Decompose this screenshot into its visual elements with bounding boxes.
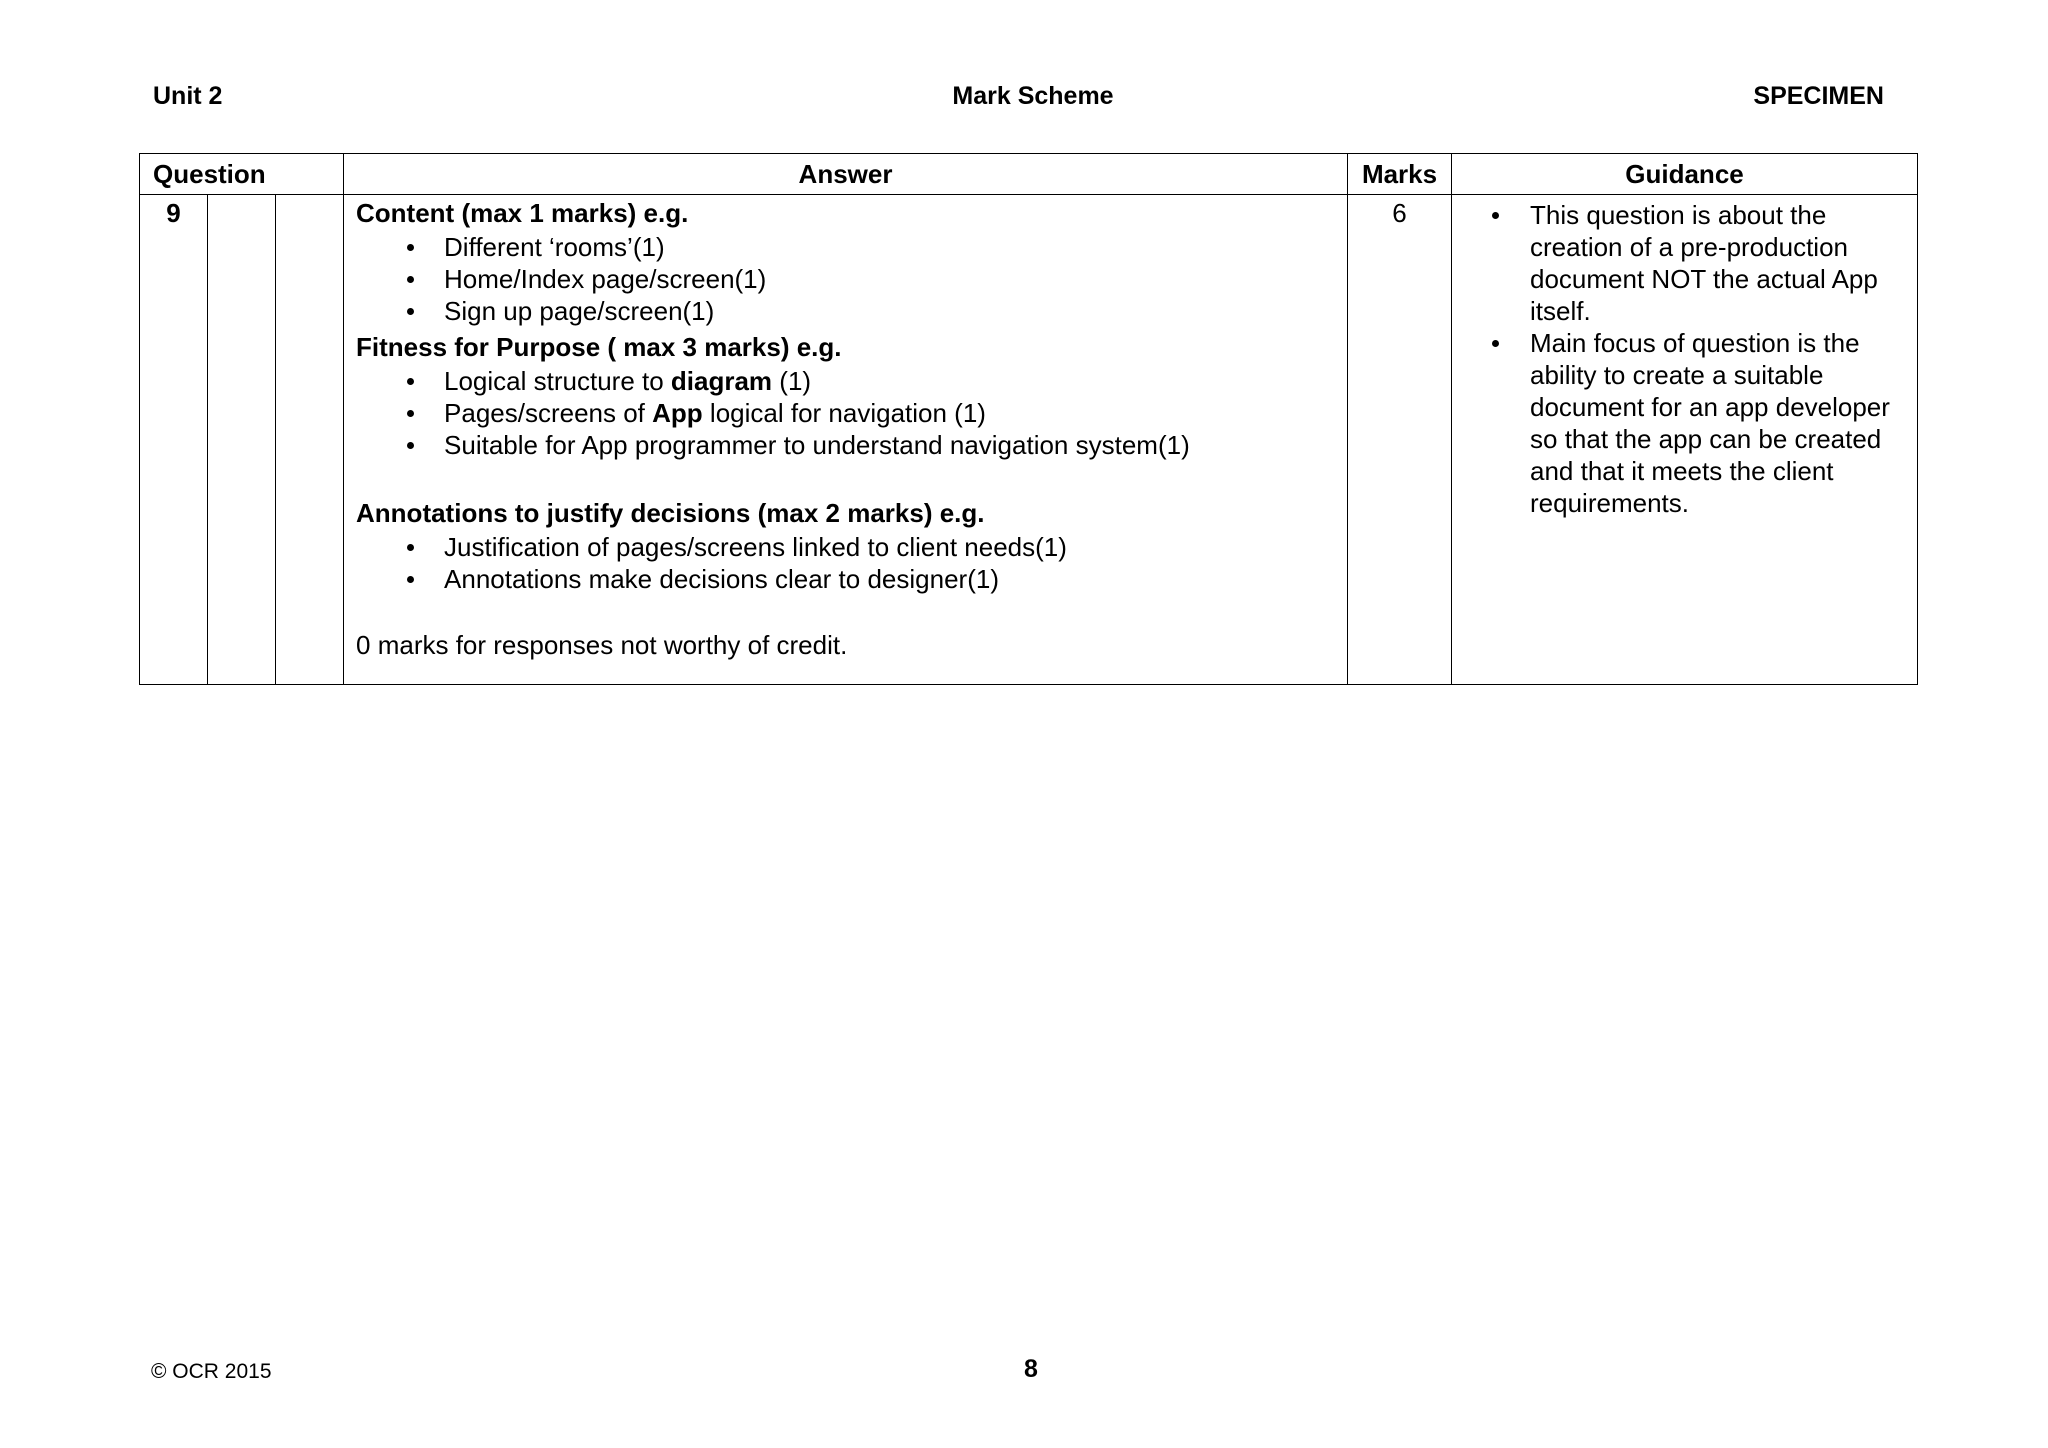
page-number: 8 bbox=[1024, 1355, 1038, 1383]
question-subsubpart-cell bbox=[276, 195, 344, 685]
content-list bbox=[356, 231, 1335, 327]
fitness-heading: Fitness for Purpose ( max 3 marks) e.g. bbox=[356, 332, 842, 362]
guidance-cell bbox=[1452, 195, 1918, 685]
list-item: Sign up page/screen(1) bbox=[444, 295, 1335, 327]
list-item: Different ‘rooms’(1) bbox=[444, 231, 1335, 263]
column-header-marks: Marks bbox=[1348, 154, 1452, 195]
marks-value: 6 bbox=[1348, 195, 1452, 685]
list-item: This question is about the creation of a pre-production document NOT the actual App itself. bbox=[1530, 199, 1905, 327]
list-item: Annotations make decisions clear to designer(1) bbox=[444, 563, 1335, 595]
table-header-row bbox=[140, 154, 1918, 195]
header-specimen: SPECIMEN bbox=[1753, 82, 1884, 110]
list-item: Justification of pages/screens linked to client needs(1) bbox=[444, 531, 1335, 563]
list-item: Pages/screens of App logical for navigation (1) bbox=[444, 397, 1335, 429]
list-item: Logical structure to diagram (1) bbox=[444, 365, 1335, 397]
table-row bbox=[140, 195, 1918, 685]
list-item: Suitable for App programmer to understand navigation system(1) bbox=[444, 429, 1335, 461]
answer-cell bbox=[344, 195, 1348, 685]
column-header-guidance: Guidance bbox=[1452, 154, 1918, 195]
annotations-list bbox=[356, 531, 1335, 595]
guidance-list bbox=[1482, 199, 1905, 519]
question-number: 9 bbox=[140, 195, 208, 685]
column-header-question: Question bbox=[140, 154, 344, 195]
zero-marks-note: 0 marks for responses not worthy of credit. bbox=[356, 630, 848, 660]
fitness-list bbox=[356, 365, 1335, 461]
mark-scheme-table bbox=[139, 153, 1918, 685]
copyright-notice: © OCR 2015 bbox=[151, 1360, 272, 1383]
list-item: Home/Index page/screen(1) bbox=[444, 263, 1335, 295]
list-item: Main focus of question is the ability to create a suitable document for an app developer so that the app can be created and that it meets the client requirements. bbox=[1530, 327, 1905, 519]
header-title: Mark Scheme bbox=[952, 82, 1114, 110]
content-heading: Content (max 1 marks) e.g. bbox=[356, 198, 689, 228]
header-unit: Unit 2 bbox=[153, 82, 223, 110]
annotations-heading: Annotations to justify decisions (max 2 marks) e.g. bbox=[356, 498, 985, 528]
question-subpart-cell bbox=[208, 195, 276, 685]
column-header-answer: Answer bbox=[344, 154, 1348, 195]
